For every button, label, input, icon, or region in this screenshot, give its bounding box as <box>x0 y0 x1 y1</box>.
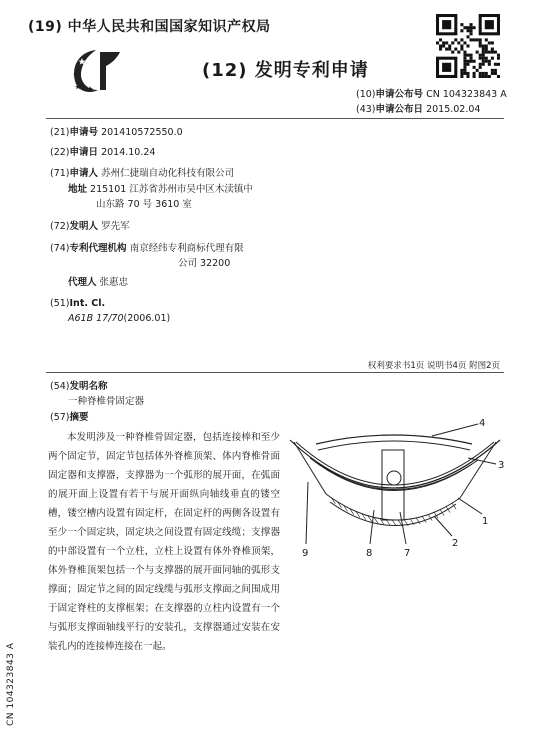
intcl-label: Int. Cl. <box>69 298 106 309</box>
pub-number-code: (10) <box>356 89 376 100</box>
invention-title <box>50 379 108 394</box>
applicant-value: 苏州仁捷瑞自动化科技有限公司 <box>101 168 235 179</box>
intcl-class: A61B 17/70 <box>68 313 124 324</box>
address-label: 地址 <box>68 184 88 195</box>
figure-label-2: 2 <box>452 538 459 549</box>
title-code: (54) <box>50 381 70 392</box>
pub-number-value: CN 104323843 A <box>426 89 507 100</box>
figure-label-9: 9 <box>302 548 309 559</box>
patent-agency <box>50 241 244 256</box>
pub-date-value: 2015.02.04 <box>426 104 481 115</box>
agency-line-1: 南京经纬专利商标代理有限 <box>129 243 244 254</box>
publication-date <box>356 102 480 117</box>
outer-arc <box>290 440 500 488</box>
inventor <box>50 219 130 234</box>
pub-number-label: 申请公布号 <box>375 89 424 100</box>
int-cl-classification <box>68 311 170 326</box>
application-number <box>50 125 183 140</box>
top-bar <box>316 435 472 444</box>
right-cable <box>460 442 496 498</box>
pub-date-code: (43) <box>356 104 376 115</box>
leader-4 <box>432 424 478 436</box>
office-name: 中华人民共和国国家知识产权局 <box>67 19 271 35</box>
leader-9 <box>306 482 308 544</box>
leader-8 <box>370 510 374 544</box>
figure-label-3: 3 <box>498 460 505 471</box>
app-no-code: (21) <box>50 127 70 138</box>
office-header <box>28 16 271 36</box>
invention-title-value: 一种脊椎骨固定器 <box>68 396 145 407</box>
address <box>68 182 253 197</box>
app-no-label: 申请号 <box>69 127 99 138</box>
doc-type: 发明专利申请 <box>254 60 369 81</box>
intcl-year: (2006.01) <box>123 313 171 324</box>
agency-label: 专利代理机构 <box>69 243 127 254</box>
pub-date-label: 申请公布日 <box>375 104 424 115</box>
inventor-label: 发明人 <box>69 221 99 232</box>
app-no-value: 201410572550.0 <box>101 127 183 138</box>
abstract-code: (57) <box>50 412 70 423</box>
figure-label-7: 7 <box>404 548 411 559</box>
applicant-code: (71) <box>50 168 70 179</box>
qr-code-icon <box>436 14 500 78</box>
inventor-code: (72) <box>50 221 70 232</box>
agent-label: 代理人 <box>68 277 97 288</box>
figure-label-1: 1 <box>482 516 489 527</box>
leader-7 <box>400 512 406 544</box>
leader-2 <box>434 516 452 536</box>
figure-label-8: 8 <box>366 548 373 559</box>
section-divider <box>46 372 504 373</box>
title-label: 发明名称 <box>69 381 108 392</box>
filing-value: 2014.10.24 <box>101 147 156 158</box>
inventor-value: 罗先军 <box>101 221 130 232</box>
applicant <box>50 166 234 181</box>
int-cl <box>50 296 105 311</box>
agent <box>68 275 128 290</box>
top-bar-inner <box>318 441 470 450</box>
mount-hole <box>387 471 401 485</box>
filing-date <box>50 145 155 160</box>
left-cable <box>294 442 326 494</box>
intcl-code: (51) <box>50 298 70 309</box>
abstract-label: 摘要 <box>69 412 89 423</box>
publication-number <box>356 87 507 102</box>
page-counts: 权利要求书1页 说明书4页 附图2页 <box>367 361 500 371</box>
abstract-figure <box>282 418 518 568</box>
filing-label: 申请日 <box>69 147 99 158</box>
figure-label-4: 4 <box>479 418 486 429</box>
abstract-text: 本发明涉及一种脊椎骨固定器，包括连接棒和至少两个固定节，固定节包括体外脊椎顶架、体内脊椎骨面固定器和支撑器，支撑器为一个弧形的展开面，在弧面的展开面上设置有若干与展开面纵向轴线垂直的镂空槽，镂空槽内设置有固定杆，在固定杆的两侧各设置有至少一个固定块，固定块之间设置有固定线缆；支撑器的中部设置有一个立柱，立柱上设置有体外脊椎顶架，体外脊椎顶架包括一个与支撑器的展开面同轴的弧形支撑面；固定节之间的固定线缆与弧形支撑面之间围成用于固定脊柱的支撑框架；在支撑器的立柱内设置有一个与弧形支撑面轴线平行的安装孔，支撑器通过安装在安装孔内的连接棒连接在一起。 <box>48 432 280 652</box>
side-publication-code: CN 104323843 A <box>6 642 16 726</box>
office-code: (19) <box>28 19 63 35</box>
bottom-band-inner <box>330 502 456 526</box>
address-line-1: 215101 江苏省苏州市吴中区木渎镇中 <box>90 184 253 195</box>
header-divider <box>46 118 504 119</box>
doc-type-code: (12) <box>202 60 248 81</box>
abstract-heading <box>50 410 89 425</box>
address-line-2: 山东路 70 号 3610 室 <box>96 199 192 210</box>
applicant-label: 申请人 <box>69 168 99 179</box>
agency-code: (74) <box>50 243 70 254</box>
bottom-band <box>326 494 460 520</box>
leader-1 <box>458 498 482 514</box>
agency-line-2: 公司 32200 <box>178 258 231 269</box>
filing-code: (22) <box>50 147 70 158</box>
agent-value: 张惠忠 <box>99 277 129 288</box>
document-type-header <box>202 56 369 82</box>
cnipa-logo-icon <box>66 46 124 96</box>
